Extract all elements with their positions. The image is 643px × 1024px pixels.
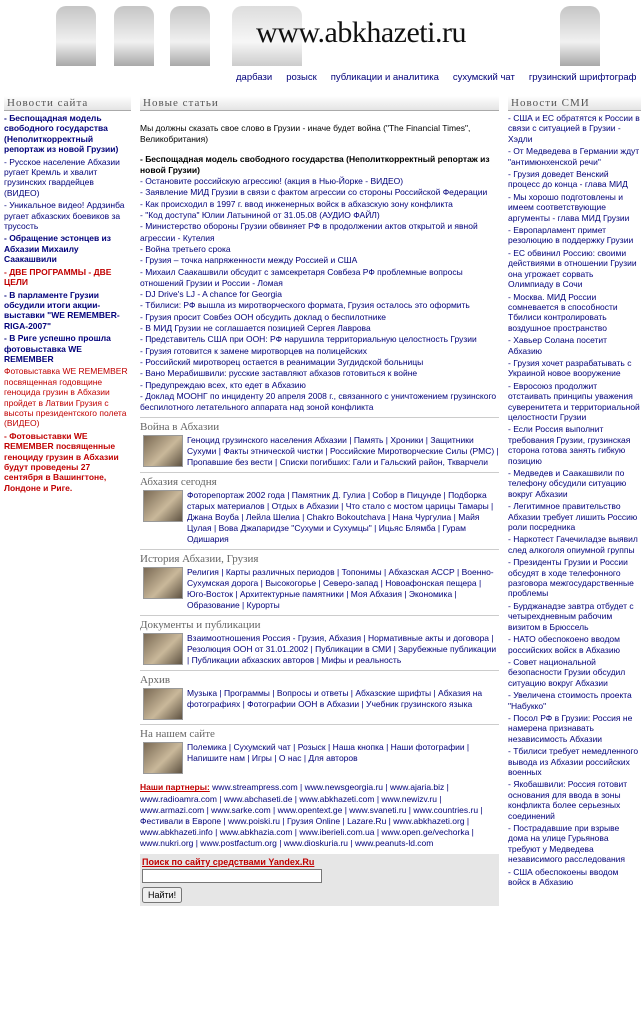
header-photo — [170, 6, 210, 66]
section-links[interactable]: Религия | Карты различных периодов | Топонимы | Абхазская АССР | Военно-Сухумская дорога | Высокогорье | Северо-запад | Новоафонская пещера | Юго-Восток | Архитектурные памятники | Моя Абхазия | Экономика | Образование | Курорты — [187, 567, 494, 611]
category-section — [140, 417, 499, 468]
site-news-column — [4, 96, 131, 495]
partners-block — [140, 782, 499, 849]
media-news-item[interactable]: - Президенты Грузии и России обсудят в ходе телефонного разговора межгосударственные проблемы — [508, 557, 634, 599]
site-news-title: Новости сайта — [4, 96, 131, 111]
media-news-column — [508, 96, 641, 889]
header-photo — [114, 6, 154, 66]
media-news-item[interactable]: - Якобашвили: Россия готовит основания для ввода в зоны конфликта более серьезных соединений — [508, 779, 628, 821]
site-news-item[interactable]: - Уникальное видео! Ардзинба ругает абхазских боевиков за трусость — [4, 200, 125, 232]
media-news-item[interactable]: - Бурджанадзе завтра отбудет с четырехдневным рабочим визитом в Брюссель — [508, 600, 634, 632]
media-news-item[interactable]: - Легитимное правительство Абхазии требует лишить Россию роли посредника — [508, 501, 638, 533]
media-news-item[interactable]: - Совет национальной безопасности Грузии обсудил ситуацию вокруг Абхазии — [508, 656, 626, 688]
article-link[interactable]: - Война третьего срока — [140, 243, 231, 254]
article-link[interactable]: - Министерство обороны Грузии обвиняет РФ в продолжении актов открытой и явной агрессии - Кутелия — [140, 221, 478, 243]
section-body — [140, 435, 499, 468]
site-news-item[interactable]: - Обращение эстонцев из Абхазии Михаилу Саакашвили — [4, 233, 111, 265]
section-links[interactable]: Полемика | Сухумский чат | Розыск | Наша кнопка | Наши фотографии | Напишите нам | Игры | О нас | Для авторов — [187, 742, 470, 764]
nav-link[interactable]: публикации и аналитика — [330, 72, 439, 83]
section-body — [140, 742, 499, 774]
section-title: История Абхазии, Грузия — [140, 553, 259, 566]
article-link[interactable]: - Как происходил в 1997 г. ввод инженерных войск в абхазскую зону конфликта — [140, 198, 453, 209]
media-news-item[interactable]: - США обеспокоены вводом войск в Абхазию — [508, 866, 619, 888]
site-news-item[interactable]: - Беспощадная модель свободного государства (Неполиткорректный репортаж из новой Грузии) — [4, 113, 119, 155]
article-link[interactable]: - Заявление МИД Грузии в связи с фактом агрессии со стороны Российской Федерации — [140, 187, 488, 198]
top-nav — [236, 72, 643, 83]
media-news-item[interactable]: - Наркотест Гачечиладзе выявил след алкоголя опиумной группы — [508, 534, 638, 555]
media-news-title: Новости СМИ — [508, 96, 641, 111]
section-thumbnail[interactable] — [143, 633, 183, 665]
partners-label: Наши партнеры: — [140, 782, 210, 793]
media-news-item[interactable]: - НАТО обеспокоено вводом российских войск в Абхазию — [508, 634, 620, 655]
section-title: Архив — [140, 674, 171, 687]
media-news-item[interactable]: - Тбилиси требует немедленного вывода из Абхазии российских военных — [508, 746, 639, 777]
nav-link[interactable]: грузинский шрифтограф — [528, 72, 637, 83]
article-link[interactable]: - Доклад МООНГ по инциденту 20 апреля 2008 г., связанного с уничтожением грузинского беспилотного летательного аппарата над зоной конфликта — [140, 390, 497, 413]
site-news-item[interactable]: - В парламенте Грузии обсудили итоги акции-выставки "WE REMEMBER-RIGA-2007" — [4, 289, 120, 331]
section-title: Документы и публикации — [140, 619, 261, 632]
media-news-item[interactable]: - Европарламент примет резолюцию в поддержку Грузии — [508, 225, 634, 246]
site-news-list — [4, 113, 131, 493]
media-news-item[interactable]: - От Медведева в Германии ждут "антимюнхенской речи" — [508, 146, 640, 167]
search-button[interactable]: Найти! — [142, 887, 182, 903]
article-link[interactable]: - Российский миротворец остается в реанимации Зугдидской больницы — [140, 356, 424, 367]
section-title: Абхазия сегодня — [140, 476, 217, 489]
article-link[interactable]: - Предупреждаю всех, кто едет в Абхазию — [140, 379, 306, 390]
site-news-item[interactable]: - ДВЕ ПРОГРАММЫ - ДВЕ ЦЕЛИ — [4, 266, 112, 288]
article-link[interactable]: Мы должны сказать свое слово в Грузии - иначе будет война ("The Financial Times", Великобритания) — [140, 123, 471, 145]
media-news-item[interactable]: - Грузия доведет Венский процесс до конца - глава МИД — [508, 169, 628, 190]
search-input[interactable] — [142, 869, 322, 883]
media-news-item[interactable]: - Посол РФ в Грузии: Россия не намерена признавать независимость Абхазии — [508, 712, 633, 744]
site-news-item[interactable]: - В Риге успешно прошла фотовыставка WE REMEMBER — [4, 333, 111, 364]
section-thumbnail[interactable] — [143, 688, 183, 720]
header-photo — [56, 6, 96, 66]
section-links[interactable]: Геноцид грузинского населения Абхазии | Память | Хроники | Защитники Сухуми | Факты этнической чистки | Российские Миротворческие Силы (РМС) | Пропавшие без вести | Списки погибших: Гали и Гальский район, Ткварчели — [187, 435, 499, 468]
article-link[interactable]: - Грузия просит Совбез ООН обсудить доклад о беспилотнике — [140, 311, 386, 322]
media-news-item[interactable]: - ЕС обвинил Россию: своими действиями в отношении Грузии она угрожает сорвать Олимпиаду в Сочи — [508, 247, 637, 290]
media-news-item[interactable]: - Если Россия выполнит требования Грузии, грузинская сторона готова занять гибкую позицию — [508, 424, 631, 466]
nav-link[interactable]: розыск — [286, 72, 317, 83]
media-news-item[interactable]: - Москва. МИД России сомневается в способности Тбилиси контролировать воздушное пространство — [508, 291, 618, 333]
section-body — [140, 490, 499, 545]
media-news-item[interactable]: - США и ЕС обратятся к России в связи с ситуацией в Грузии - Хэдли — [508, 113, 640, 144]
articles-list — [140, 123, 499, 413]
nav-link[interactable]: дарбази — [236, 72, 273, 83]
section-thumbnail[interactable] — [143, 435, 183, 467]
category-section — [140, 615, 499, 666]
articles-title: Новые статьи — [140, 96, 499, 111]
article-link[interactable]: - Вано Мерабишвили: русские заставляют абхазов готовиться к войне — [140, 368, 418, 379]
article-link[interactable]: - Беспощадная модель свободного государства (Неполиткорректный репортаж из новой Грузии) — [140, 153, 490, 175]
header-photo — [560, 6, 600, 66]
category-section — [140, 472, 499, 545]
media-news-item[interactable]: - Увеличена стоимость проекта "Набукко" — [508, 690, 632, 711]
section-body — [140, 633, 499, 666]
article-link[interactable]: - Представитель США при ООН: РФ нарушила территориальную целостность Грузии — [140, 334, 477, 345]
site-news-item[interactable]: - Русское население Абхазии ругает Кремль и хвалит грузинских гвардейцев (ВИДЕО) — [4, 156, 120, 198]
article-link[interactable]: - "Код доступа" Юлии Латыниной от 31.05.08 (АУДИО ФАЙЛ) — [140, 210, 380, 221]
media-news-item[interactable]: - Грузия хочет разрабатывать с Украиной новое вооружение — [508, 357, 632, 379]
category-section — [140, 549, 499, 611]
media-news-item[interactable]: - Медведев и Саакашвили по телефону обсудили ситуацию вокруг Абхазии — [508, 468, 627, 499]
section-body — [140, 567, 499, 611]
media-news-list — [508, 113, 641, 887]
article-link[interactable]: - Грузия готовится к замене миротворцев на полицейских — [140, 345, 367, 356]
category-section — [140, 724, 499, 774]
section-thumbnail[interactable] — [143, 742, 183, 774]
site-logo[interactable]: www.abkhazeti.ru — [256, 16, 466, 49]
nav-link[interactable]: сухумский чат — [452, 72, 515, 83]
article-link[interactable]: - DJ Drive's LJ - A chance for Georgia — [140, 289, 282, 300]
site-header — [0, 0, 643, 66]
section-links[interactable]: Фоторепортаж 2002 года | Памятник Д. Гулиа | Собор в Пицунде | Подборка старых материалов | Отдых в Абхазии | Что стало с мостом царицы Тамары | Джана Воуба | Лейла Шелиа | Chakro Bokoutchava | Нана Чургулиа | Майя Цулая | Вова Джапаридзе "Сухуми и Сухумцы" | Ицьяс Блямба | Гурам Одишария — [187, 490, 494, 545]
section-title: Война в Абхазии — [140, 421, 220, 434]
section-thumbnail[interactable] — [143, 490, 183, 522]
article-link[interactable]: - Тбилиси: РФ вышла из миротворческого формата, Грузия осталось это оформить — [140, 300, 470, 311]
site-news-item[interactable]: - Фотовыставки WE REMEMBER посвященные геноциду грузин в Абхазии будут проведены 27 сентября в Вашингтоне, Лондоне и Риге. — [4, 430, 119, 493]
site-news-item[interactable]: Фотовыставка WE REMEMBER посвященная годовщине геноцида грузин в Абхазии пройдет в Латвии Грузия с высоты президентского полета (ВИДЕО) — [4, 366, 128, 429]
media-news-item[interactable]: - Евросоюз продолжит отстаивать принципы уважения суверенитета и территориальной целостности Грузии — [508, 380, 640, 422]
section-title: На нашем сайте — [140, 728, 215, 741]
category-section — [140, 670, 499, 720]
article-link[interactable]: - В МИД Грузии не соглашается позицией Сергея Лаврова — [140, 323, 371, 334]
section-links[interactable]: Музыка | Программы | Вопросы и ответы | Абхазские шрифты | Абхазия на фотографиях | Фотографии ООН в Абхазии | Учебник грузинского языка — [187, 688, 483, 710]
article-link[interactable]: - Грузия – точка напряженности между Россией и США — [140, 255, 358, 266]
search-label: Поиск по сайту средствами Yandex.Ru — [142, 856, 315, 867]
articles-column — [140, 96, 499, 906]
media-news-item[interactable]: - Мы хорошо подготовлены и имеем соответствующие аргументы - глава МИД Грузии — [508, 191, 630, 223]
search-box — [140, 854, 499, 906]
partners-links[interactable]: www.streampress.com | www.newsgeorgia.ru | www.ajaria.biz | www.radioamra.com | www.abchaseti.de | www.abkhazeti.com | www.newizv.ru | www.armazi.com | www.sarke.com | www.opentext.ge | www.svaneti.ru | www.countries.ru | Фестивали в Европе | www.poiski.ru | Грузия Online | Lazare.Ru | www.abkhazeti.org | www.abkhazeti.info | www.abkhazia.com | www.iberieli.com.ua | www.open.ge/vechorka | www.nukri.org | www.postfactum.org | www.dioskuria.ru | www.peanuts-ld.com — [140, 782, 483, 849]
section-body — [140, 688, 499, 720]
article-link[interactable]: - Михаил Саакашвили обсудит с замсекретаря Совбеза РФ проблемные вопросы отношений Грузии и России - Ломая — [140, 266, 463, 288]
media-news-item[interactable]: - Пострадавшие при взрыве дома на улице Гурьянова требуют у Медведева независимого расследования — [508, 823, 626, 865]
media-news-item[interactable]: - Хавьер Солана посетит Абхазию — [508, 335, 608, 356]
section-thumbnail[interactable] — [143, 567, 183, 599]
section-links[interactable]: Взаимоотношения Россия - Грузия, Абхазия | Нормативные акты и договора | Резолюция ООН от 31.01.2002 | Публикации в СМИ | Зарубежные публикации | Публикации абхазских авторов | Мифы и реальность — [187, 633, 497, 666]
category-sections — [140, 417, 499, 774]
article-link[interactable]: - Остановите российскую агрессию! (акция в Нью-Йорке - ВИДЕО) — [140, 176, 404, 187]
